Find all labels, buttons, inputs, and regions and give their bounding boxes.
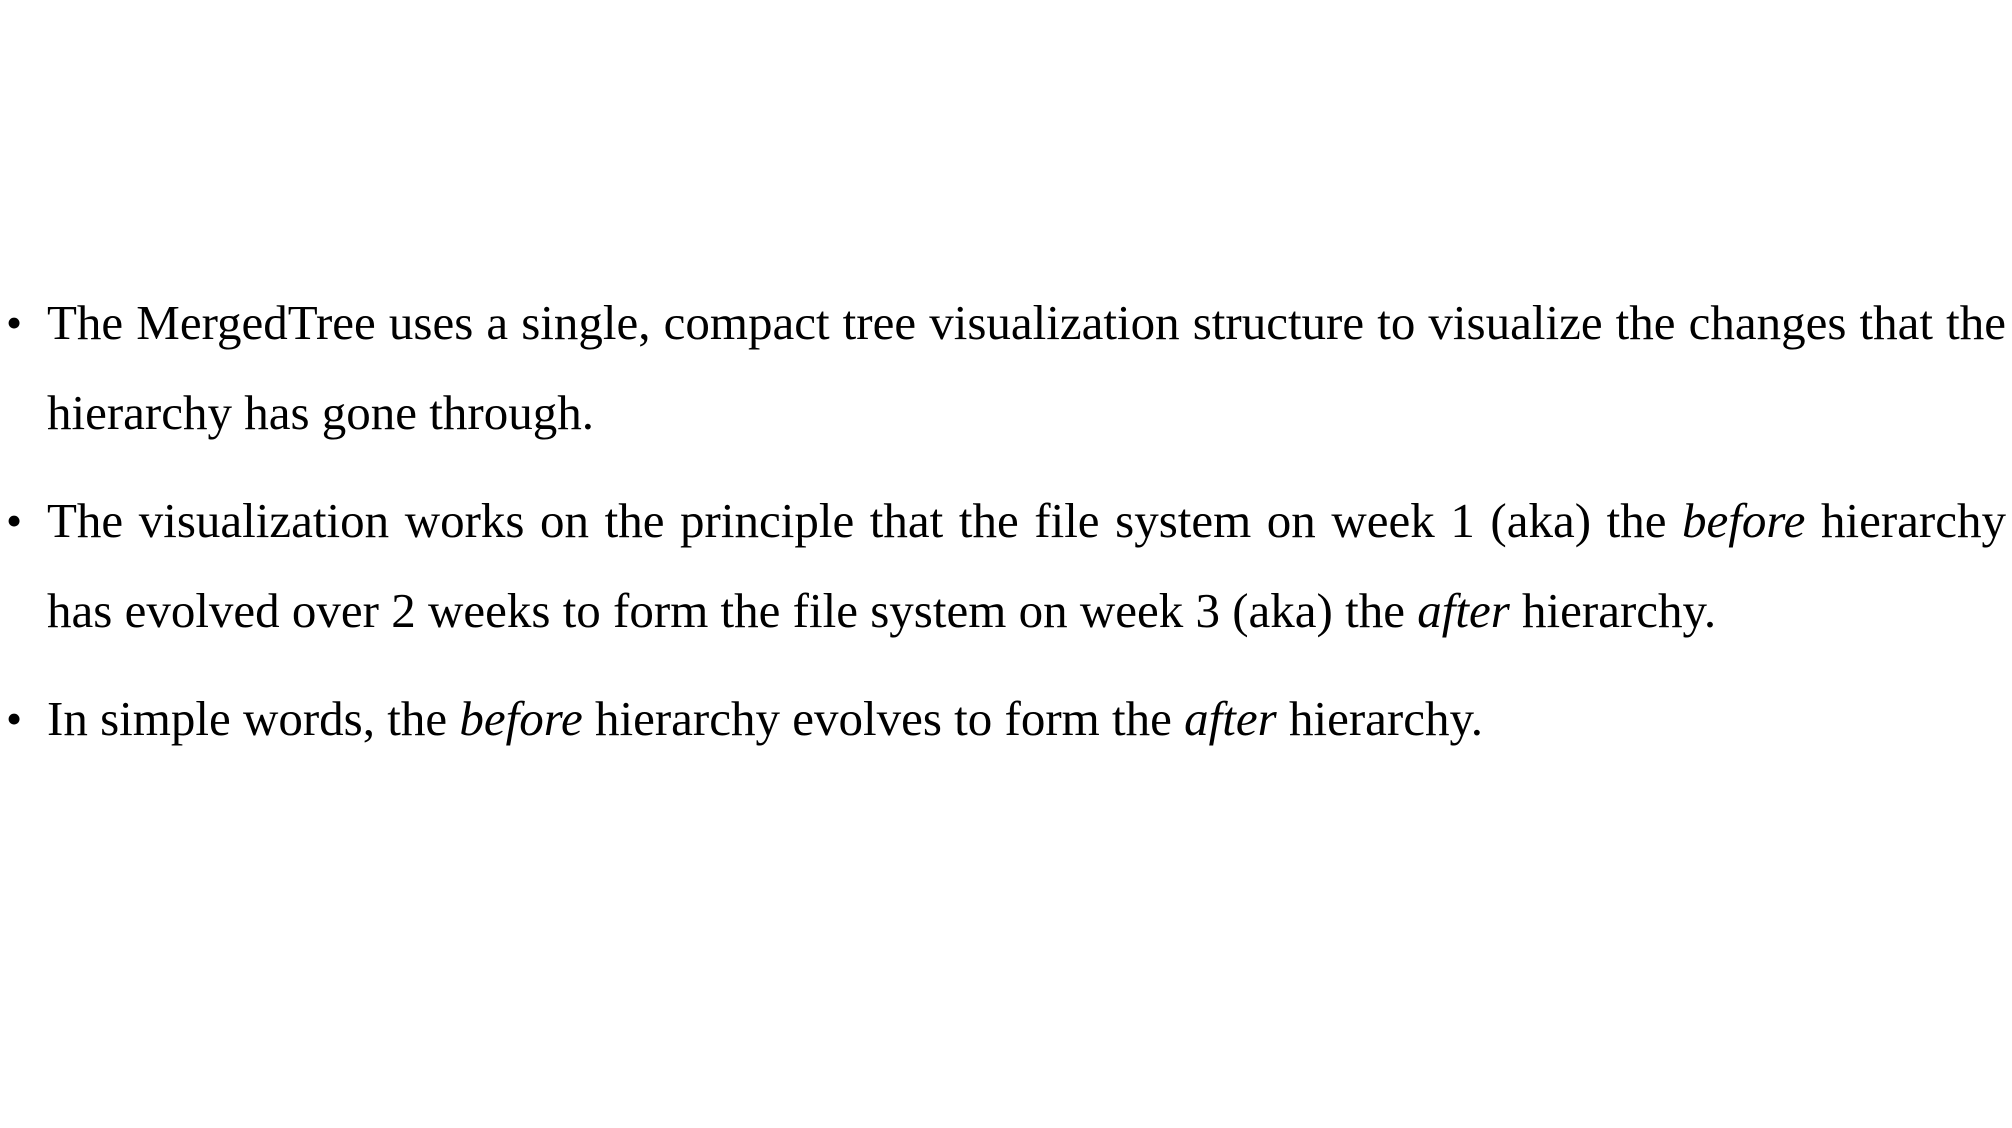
bullet-dot-icon: • (6, 693, 23, 744)
bullet-list (0, 278, 2006, 782)
bullet-text: The MergedTree uses a single, compact tree visualization structure to visualize the changes that the hierarchy has gone through. (47, 295, 2006, 440)
bullet-text-part: The visualization works on the principle that the file system on week 1 (aka) the (47, 493, 1683, 548)
bullet-dot-icon: • (6, 495, 23, 546)
bullet-text-part: hierarchy. (1276, 691, 1484, 746)
bullet-text-part: hierarchy evolves to form the (582, 691, 1185, 746)
bullet-text-part: In simple words, the (47, 691, 460, 746)
bullet-dot-icon: • (6, 297, 23, 348)
bullet-text-part: hierarchy has evolved over 2 weeks to form the file system on week 3 (aka) the (47, 493, 2006, 638)
emphasis-before: before (459, 691, 583, 746)
emphasis-after: after (1417, 583, 1510, 638)
bullet-item-principle (0, 476, 2006, 656)
emphasis-before: before (1682, 493, 1806, 548)
bullet-item-simple-words (0, 674, 2006, 764)
bullet-item-mergedtree (0, 278, 2006, 458)
bullet-text-part: hierarchy. (1509, 583, 1717, 638)
emphasis-after: after (1184, 691, 1277, 746)
